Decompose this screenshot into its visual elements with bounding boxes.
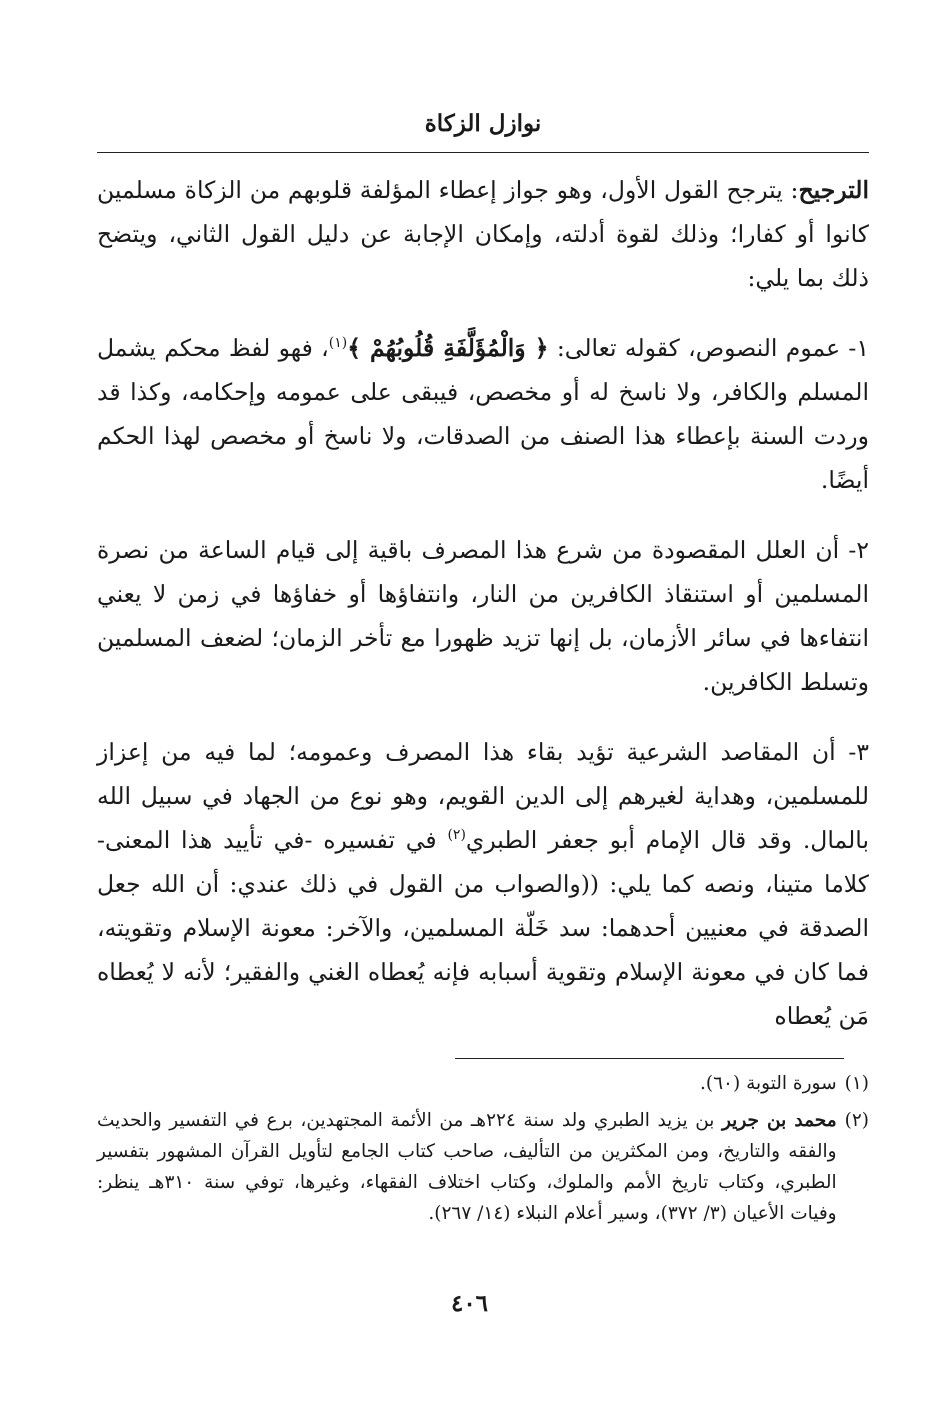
footnotes [97,1068,869,1235]
paragraph-point-2: ٢- أن العلل المقصودة من شرع هذا المصرف باقية إلى قيام الساعة من نصرة المسلمين أو استنقاذ الكافرين من النار، وانتفاؤها أو خفاؤها في زمن لا يعني انتفاءها في سائر الأزمان، بل إنها تزيد ظهورا مع تأخر الزمان؛ لضعف المسلمين وتسلط الكافرين. [97,536,869,696]
footnote-ref-1[interactable]: (١) [328,335,348,352]
paragraph-point-3 [97,730,869,1038]
footnote-body: سورة التوبة (٦٠). [699,1073,837,1094]
quran-verse: ﴿ وَالْمُؤَلَّفَةِ قُلُوبُهُمْ ﴾ [347,334,549,362]
header-rule [97,152,869,153]
tarjih-text: : يترجح القول الأول، وهو جواز إعطاء المؤلفة قلوبهم من الزكاة مسلمين كانوا أو كفارا؛ وذلك لقوة أدلته، وإمكان الإجابة عن دليل القول الثاني، ويتضح ذلك بما يلي: [97,176,869,292]
footnote-body: بن يزيد الطبري ولد سنة ٢٢٤هـ من الأئمة المجتهدين، برع في التفسير والحديث والفقه والتاريخ، ومن المكثرين من التأليف، صاحب كتاب الجامع لتأويل القرآن المشهور بتفسير الطبري، وكتاب تاريخ الأمم والملوك، وكتاب اختلاف الفقهاء، وغيرها، توفي سنة ٣١٠هـ ينظر: وفيات الأعيان (٣/ ٣٧٢)، وسير أعلام النبلاء (١٤/ ٢٦٧). [97,1110,837,1224]
tarjih-term: الترجيح [798,176,869,204]
main-text [97,168,869,1064]
footnote-number: (١) [844,1073,869,1094]
point-1-rest: ، فهو لفظ محكم يشمل المسلم والكافر، ولا ناسخ له أو مخصص، فيبقى على عمومه وإحكامه، وكذا قد وردت السنة بإعطاء هذا الصنف من الصدقات، ولا ناسخ أو مخصص لهذا الحكم أيضًا. [97,334,869,494]
footnote-1 [97,1068,869,1099]
paragraph-tarjih [97,168,869,300]
footnote-person-name: محمد بن جرير [721,1110,837,1131]
footnote-separator [455,1058,844,1059]
page-number: ٤٠٦ [450,1290,489,1317]
footnote-text [97,1068,837,1099]
point-3-intro: ٣- أن المقاصد الشرعية تؤيد بقاء هذا المصرف وعمومه؛ لما فيه من إعزاز للمسلمين، وهداية لغيرهم إلى الدين القويم، وهو نوع من الجهاد في سبيل الله بالمال. وقد قال الإمام أبو جعفر الطبري [97,738,869,854]
point-3-rest: في تفسيره -في تأييد هذا المعنى- كلاما متينا، ونصه كما يلي: ((والصواب من القول في ذلك عندي: أن الله جعل الصدقة في معنيين أحدهما: سد خَلّة المسلمين، والآخر: معونة الإسلام وتقويته، فما كان في معونة الإسلام وتقوية أسبابه فإنه يُعطاه الغني والفقير؛ لأنه لا يُعطاه مَن يُعطاه [97,826,869,1030]
footnote-ref-2[interactable]: (٢) [447,827,466,844]
footnote-text [97,1105,837,1229]
running-head: نوازل الزكاة [424,110,542,137]
footnote-number: (٢) [844,1110,869,1131]
paragraph-point-1 [97,326,869,502]
point-1-intro: ١- عموم النصوص، كقوله تعالى: [548,334,869,362]
footnote-2 [97,1105,869,1229]
